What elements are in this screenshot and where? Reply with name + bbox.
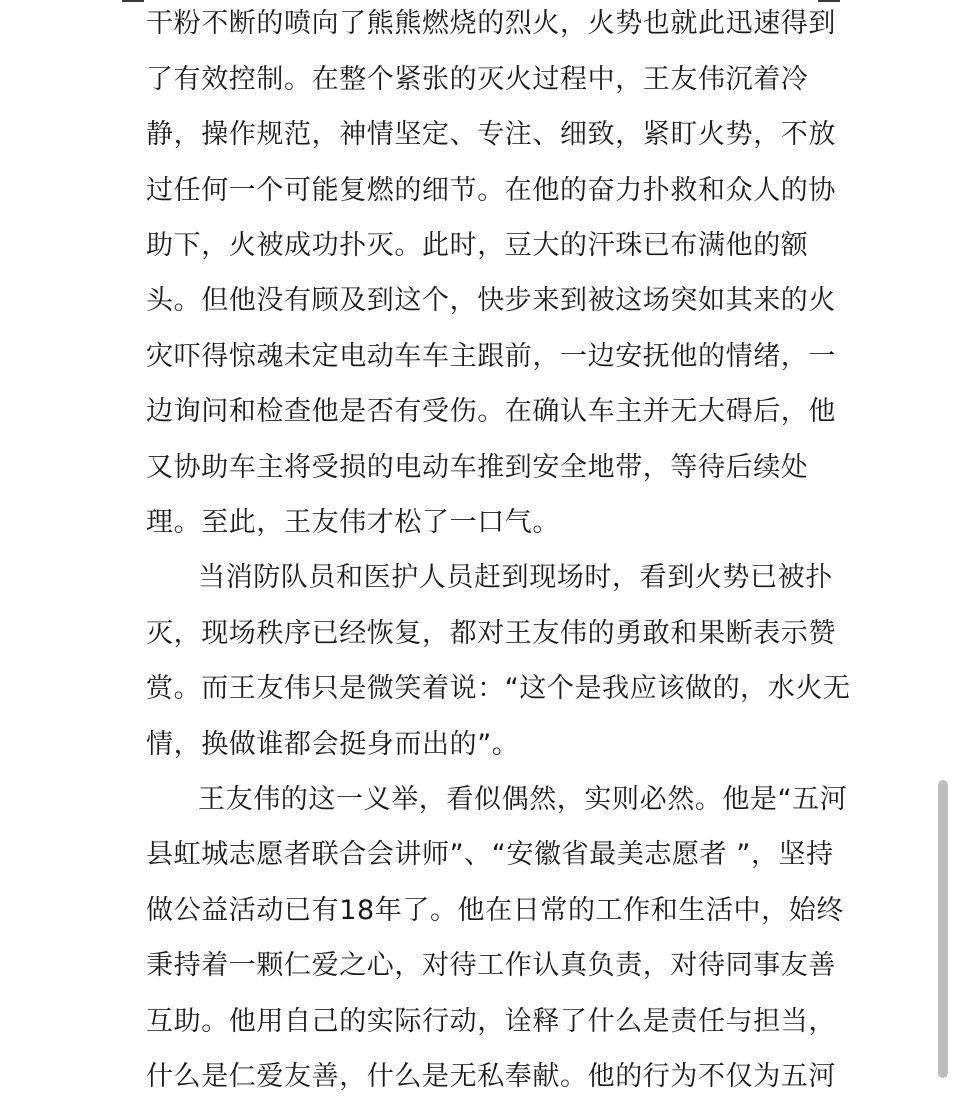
text-line: 情，换做谁都会挺身而出的”。	[146, 729, 520, 760]
text-line: 秉持着一颗仁爱之心，对待工作认真负责，对待同事友善	[146, 950, 836, 981]
text-line: 了有效控制。在整个紧张的灭火过程中，王友伟沉着冷	[146, 64, 809, 95]
scrollbar-thumb[interactable]	[938, 780, 948, 1078]
text-line: 又协助车主将受损的电动车推到安全地带，等待后续处	[146, 452, 809, 483]
text-line: 灾吓得惊魂未定电动车车主跟前，一边安抚他的情绪，一	[146, 341, 836, 372]
text-line: 什么是仁爱友善，什么是无私奉献。他的行为不仅为五河	[146, 1061, 836, 1092]
text-line: 过任何一个可能复燃的细节。在他的奋力扑救和众人的协	[146, 175, 836, 206]
text-line: 做公益活动已有18年了。他在日常的工作和生活中，始终	[146, 895, 844, 926]
text-line: 助下，火被成功扑灭。此时，豆大的汗珠已布满他的额	[146, 230, 809, 261]
paragraph-first-line: 当消防队员和医护人员赶到现场时，看到火势已被扑	[198, 562, 833, 593]
top-edge-mark-left	[122, 0, 144, 2]
text-line: 赏。而王友伟只是微笑着说：“这个是我应该做的，水火无	[146, 673, 851, 704]
text-line: 头。但他没有顾及到这个，快步来到被这场突如其来的火	[146, 285, 836, 316]
text-line: 静，操作规范，神情坚定、专注、细致，紧盯火势，不放	[146, 119, 836, 150]
text-line: 边询问和检查他是否有受伤。在确认车主并无大碍后，他	[146, 396, 836, 427]
text-line: 灭，现场秩序已经恢复，都对王友伟的勇敢和果断表示赞	[146, 618, 836, 649]
text-line: 理。至此，王友伟才松了一口气。	[146, 507, 560, 538]
vertical-scrollbar[interactable]	[938, 0, 950, 1107]
text-line: 干粉不断的喷向了熊熊燃烧的烈火，火势也就此迅速得到	[146, 8, 836, 39]
text-line: 县虹城志愿者联合会讲师”、“安徽省最美志愿者 ”，坚持	[146, 839, 834, 870]
top-edge-mark-right	[818, 0, 840, 2]
text-line: 互助。他用自己的实际行动，诠释了什么是责任与担当，	[146, 1006, 836, 1037]
paragraph-first-line: 王友伟的这一义举，看似偶然，实则必然。他是“五河	[198, 784, 848, 815]
